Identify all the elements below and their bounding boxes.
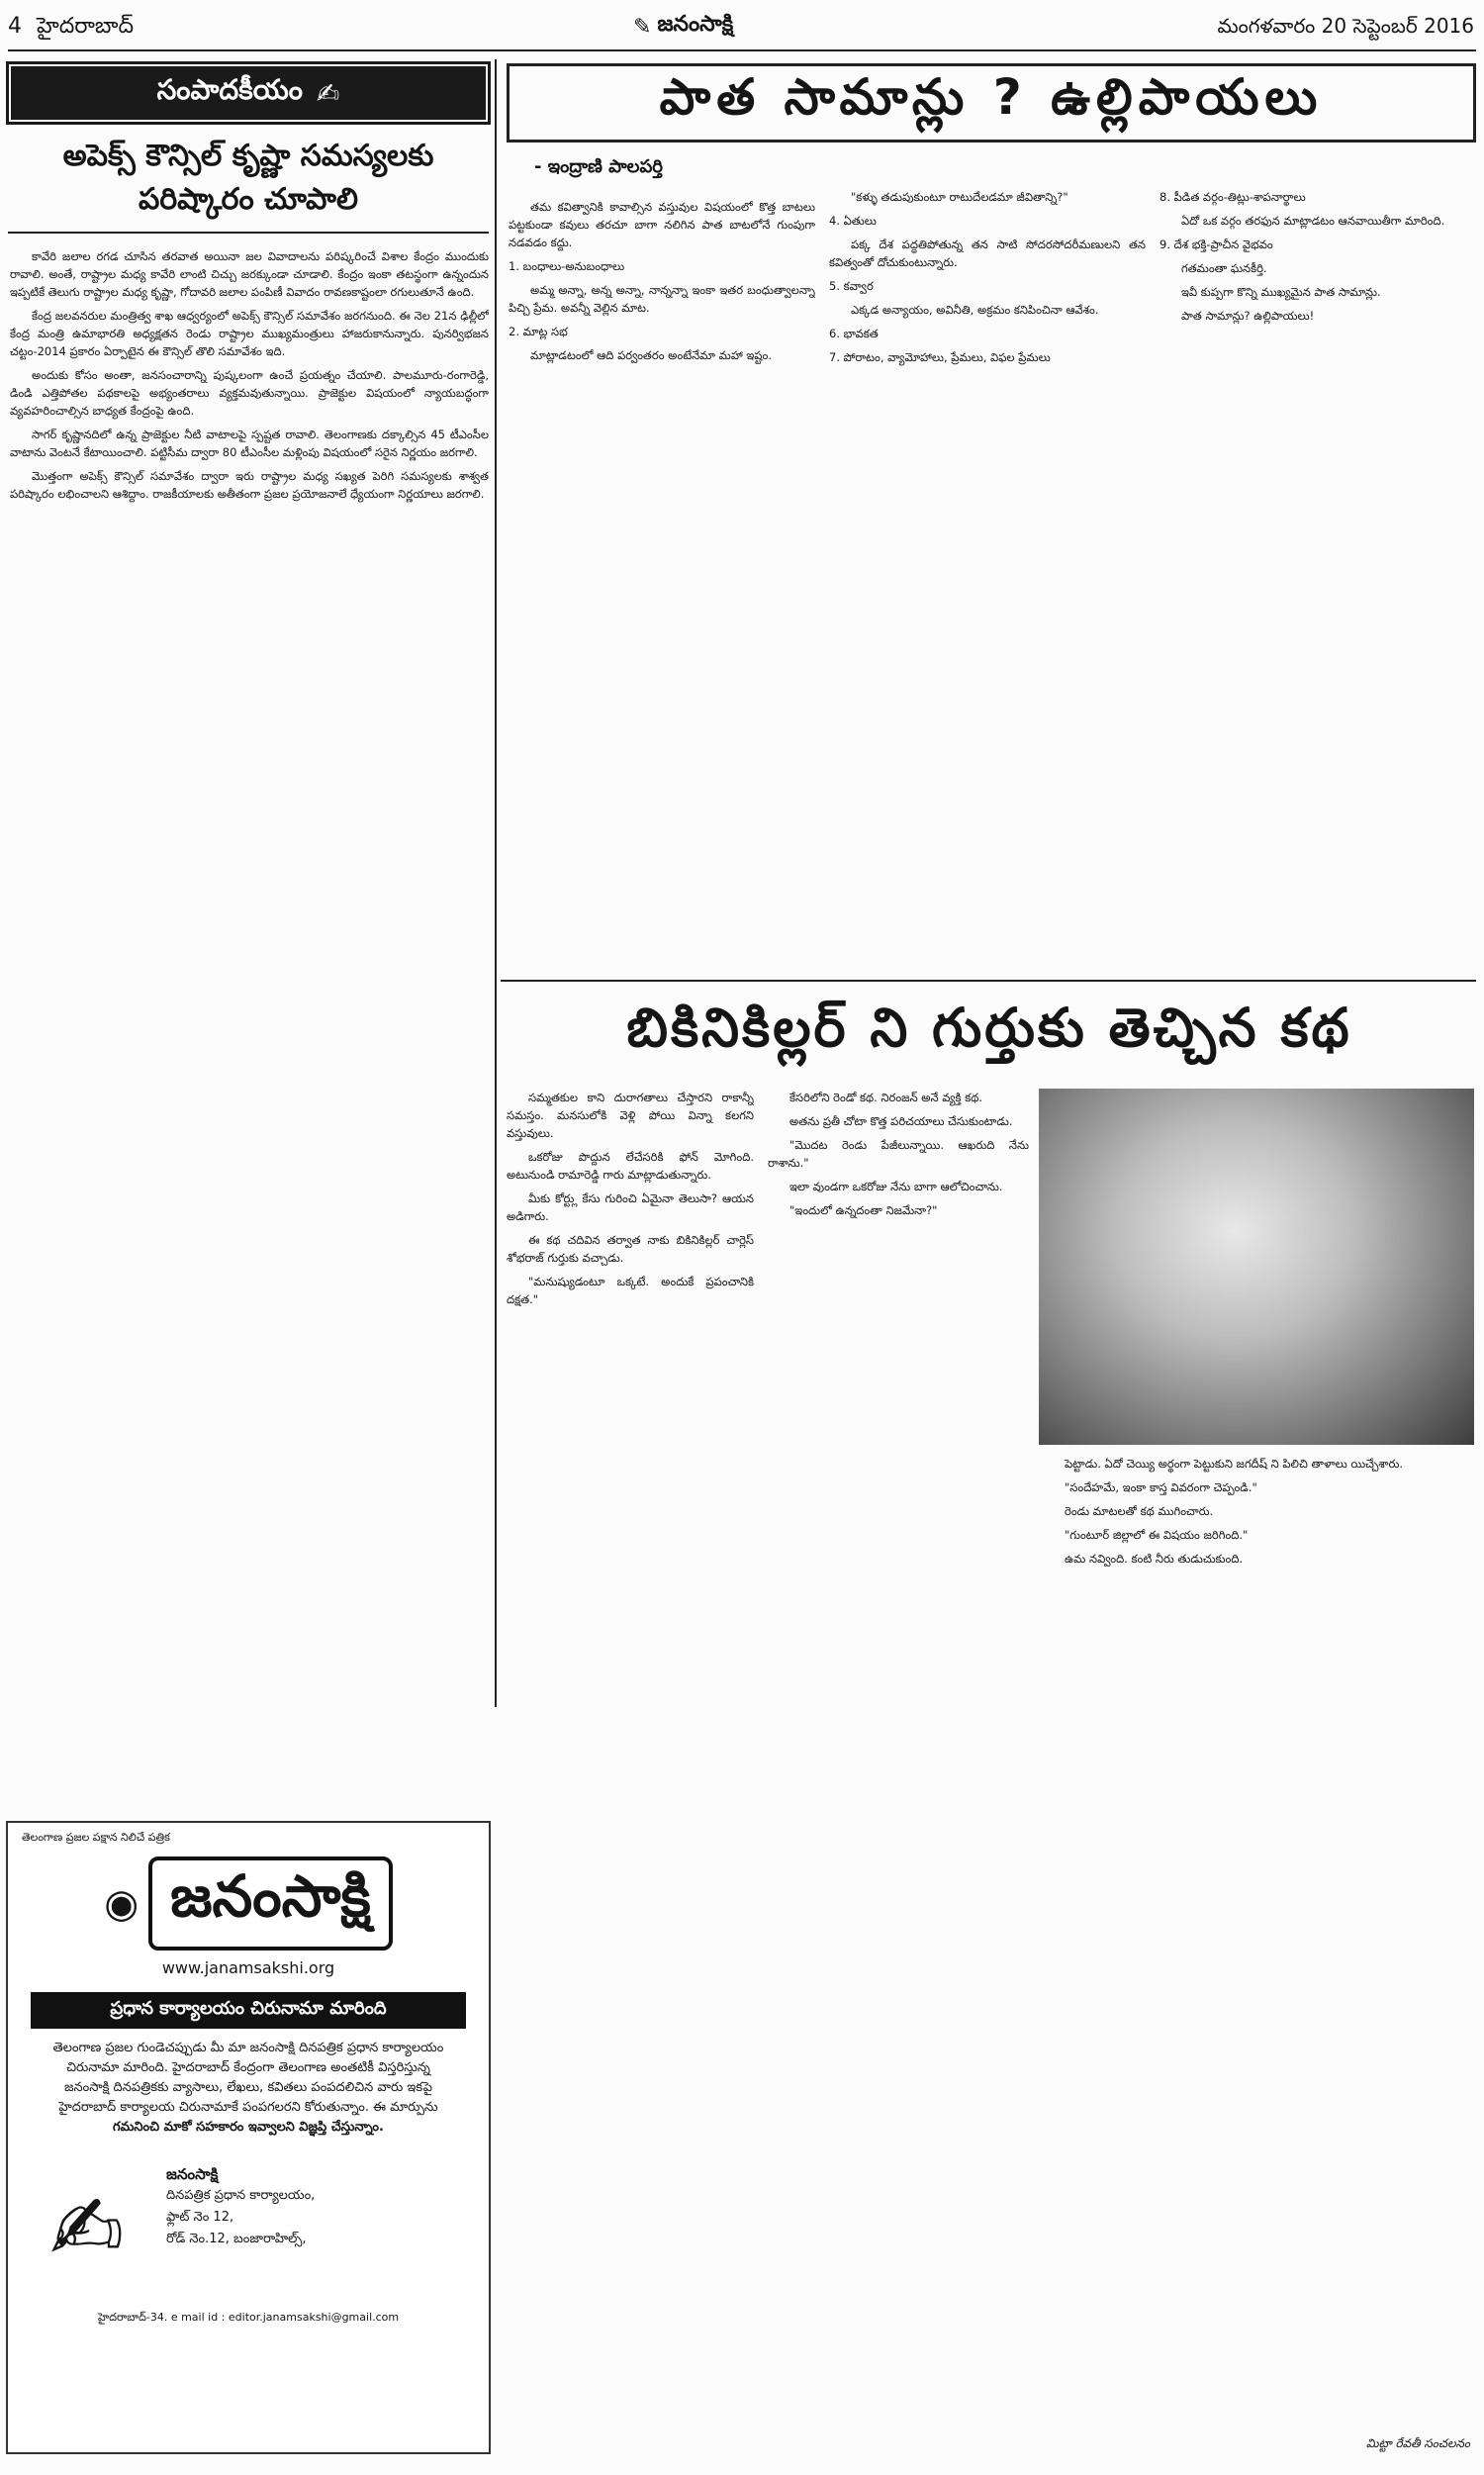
story-paragraph: "మొదట రెండు పేజీలున్నాయి. ఆఖరుది నేను రాశాను."	[768, 1138, 1029, 1170]
eye-logo-icon: ◉	[104, 1880, 139, 1927]
editorial-title: అపెక్స్ కౌన్సిల్ కృష్ణా సమస్యలకు పరిష్కారం చూపాలి	[8, 135, 489, 234]
advert-body-line: జనంసాక్షి దినపత్రికకు వ్యాసాలు, లేఖలు, కవితలు పంపదలిచిన వారు ఇకపై	[64, 2080, 432, 2095]
editorial-paragraph: కేంద్ర జలవనరుల మంత్రిత్వ శాఖ ఆధ్వర్యంలో అపెక్స్ కౌన్సిల్ సమావేశం జరగనుంది. ఈ నెల 21న ఢిల్లీలో కేంద్ర మంత్రి ఉమాభారతి అధ్యక్షతన రెండు రాష్ట్రాల ముఖ్యమంత్రులు హాజరుకానున్నారు. పునర్విభజన చట్టం-2014 ప్రకారం ఏర్పాటైన ఈ కౌన్సిల్ తొలి సమావేశం ఇది.	[10, 309, 489, 358]
advert-address-line: రోడ్ నెం.12, బంజారాహిల్స్,	[166, 2232, 307, 2246]
paper-name: జనంసాక్షి	[657, 12, 734, 37]
advert-body-line: హైదరాబాద్ కార్యాలయ చిరునామాకే పంపగలరని కోరుతున్నాం. ఈ మార్పును	[58, 2100, 438, 2115]
issue-date: మంగళవారం 20 సెప్టెంబర్ 2016	[1217, 14, 1474, 38]
story-paragraph: ఇలా వుండగా ఒకరోజు నేను బాగా ఆలోచించాను.	[789, 1180, 1003, 1193]
poem-paragraph: గతమంతా ఘనకీర్తి.	[1181, 261, 1267, 275]
advert-sign: జనంసాక్షి	[166, 2165, 219, 2183]
poem-column-2	[829, 188, 1146, 970]
masthead	[633, 10, 890, 44]
poem-item-heading: 9. దేశ భక్తి-ప్రాచీన వైభవం	[1159, 238, 1273, 251]
advert-tagline: తెలంగాణ ప్రజల పక్షాన నిలిచే పత్రిక	[22, 1831, 170, 1844]
editorial-paragraph: కావేరి జలాల రగడ చూసిన తరవాత అయినా జల వివాదాలను పరిష్కరించే విశాల కేంద్రం ముందుకు రావాలి. అంతే, రాష్ట్రాల మధ్య కావేరి లాంటి చిచ్చు జరక్కుండా చూడాలి. కేంద్రం ఇంకా తటస్థంగా ఉన్నందున ఇప్పటికే తెలుగు రాష్ట్రాల మధ్య కృష్ణా, గోదావరి జలాల పంపిణీ వివాదం రావణకాష్టంలా రగులుతూనే ఉంది.	[10, 249, 489, 299]
story-paragraph: "గుంటూర్ జిల్లాలో ఈ విషయం జరిగింది."	[1065, 1528, 1249, 1542]
pen-icon: ✍	[316, 76, 340, 110]
poem-paragraph: "కళ్ళు తడుపుకుంటూ రాటుదేలడమా జీవితాన్ని?"	[851, 190, 1068, 204]
poem-author: - ఇంద్రాణి పాలపర్తి	[534, 156, 663, 177]
poem-column-3	[1159, 188, 1472, 970]
editorial-body	[10, 247, 489, 1771]
advert-address-line: దినపత్రిక ప్రధాన కార్యాలయం,	[166, 2188, 316, 2203]
poem-article-title: పాత సామాన్లు ? ఉల్లిపాయలు	[507, 63, 1476, 143]
poem-paragraph: తమ కవిత్వానికి కావాల్సిన వస్తువుల విషయంలో కొత్త బాటలు పట్టకుండా కవులు తరచూ బాగా నలిగిన పాత బాటలోనే గుంపుగా నడవడం కద్దు.	[509, 200, 815, 249]
story-column-3	[1043, 1455, 1474, 2425]
poem-item-heading: 6. భావకత	[829, 327, 879, 340]
story-paragraph: ఈ కథ చదివిన తర్వాత నాకు బికినికిల్లర్ చార్లెస్ శోభరాజ్ గుర్తుకు వచ్చాడు.	[507, 1233, 754, 1265]
editorial-paragraph: మొత్తంగా అపెక్స్ కౌన్సిల్ సమావేశం ద్వారా ఇరు రాష్ట్రాల మధ్య సఖ్యత పెరిగి సమస్యలకు శాశ్వత పరిష్కారం లభించాలని ఆశిద్దాం. రాజకీయాలకు అతీతంగా ప్రజల ప్రయోజనాలే ధ్యేయంగా నిర్ణయాలు జరగాలి.	[10, 469, 489, 501]
column-divider	[495, 59, 497, 1707]
poem-paragraph: పక్క దేశ పద్ధతిపోతున్న తన సాటి సోదరసోదరీమణులని తన కవిత్వంతో దోచుకుంటున్నారు.	[829, 238, 1146, 269]
story-paragraph: "సందేహమే, ఇంకా కాస్త వివరంగా చెప్పండి."	[1065, 1480, 1257, 1494]
editorial-banner	[6, 61, 491, 125]
poem-item-heading: 7. పోరాటం, వ్యామోహాలు, ప్రేమలు, విఫల ప్రేమలు	[829, 350, 1051, 364]
story-paragraph: "మనుష్యుడంటూ ఒక్కటే. అందుకే ప్రపంచానికి దక్షత."	[507, 1275, 754, 1306]
header-rule	[8, 49, 1476, 51]
story-column-1	[507, 1089, 754, 2454]
poem-paragraph: మాట్లాడటంలో ఆది పర్వంతరం అంటేనేమా మహా ఇష్టం.	[530, 348, 772, 362]
poem-paragraph: అమ్మ అన్నా, అన్న అన్నా, నాన్నన్నా ఇంకా ఇతర బంధుత్వాలన్నా పిచ్చి ప్రేమ. అవన్నీ వెల్లిన మాట.	[509, 283, 815, 315]
story-paragraph: "ఇందులో ఉన్నదంతా నిజమేనా?"	[789, 1203, 938, 1217]
story-paragraph: పెట్టాడు. ఏదో చెయ్యి అర్థంగా పెట్టుకుని జగదీష్ ని పిలిచి తాళాలు యిచ్చేశారు.	[1065, 1457, 1403, 1471]
hand-pen-icon: ✍	[49, 2177, 125, 2281]
story-paragraph: కేసరిలోని రెండో కథ. నిరంజన్ అనే వ్యక్తి కథ.	[789, 1091, 982, 1104]
editorial-paragraph: అందుకు కోసం అంతా, జనసంచారాన్ని పుష్కలంగా ఉంచే ప్రయత్నం చేయాలి. పాలమూరు-రంగారెడ్డి, డిండి ఎత్తిపోతల పథకాలపై అభ్యంతరాలు వ్యక్తమవుతున్నాయి. ప్రాజెక్టుల విషయంలో న్యాయబద్ధంగా వ్యవహరించాల్సిన బాధ్యత కేంద్రంపై ఉంది.	[10, 368, 489, 418]
poem-item-heading: 4. ఏతులు	[829, 214, 877, 228]
poem-item-heading: 1. బంధాలు-అనుబంధాలు	[509, 259, 625, 273]
story-article-title: బికినికిల్లర్ ని గుర్తుకు తెచ్చిన కథ	[626, 996, 1352, 1059]
story-column-2	[768, 1089, 1029, 2454]
story-paragraph: ఉమ నవ్వింది. కంటి నీరు తుడుచుకుంది.	[1065, 1552, 1244, 1566]
poem-item-heading: 8. పీడిత వర్గం-తిట్లు-శాపనార్థాలు	[1159, 190, 1306, 204]
page-header-left	[8, 14, 235, 44]
advert-address-line: ఫ్లాట్ నెం 12,	[166, 2210, 234, 2225]
advert-body-line: గమనించి మాకో సహకారం ఇవ్వాలని విజ్ఞప్తి చేస్తున్నాం.	[113, 2120, 384, 2135]
page-number: 4	[8, 14, 22, 39]
advert-website: www.janamsakshi.org	[161, 1958, 335, 1977]
article-divider	[501, 980, 1476, 982]
story-signature: మిట్టా రేవతీ సంచలనం	[1365, 2436, 1470, 2450]
poem-item-heading: 5. కవ్వార	[829, 279, 874, 293]
masthead-icon: ✎	[633, 14, 652, 40]
story-paragraph: అతను ప్రతీ చోటా కొత్త పరిచయాలు చేసుకుంటాడు.	[789, 1114, 1013, 1128]
office-moved-advert	[6, 1821, 491, 2454]
story-paragraph: ఒకరోజు పొద్దున లేచేసరికి ఫోన్ మోగింది. అటునుండి రామారెడ్డి గారు మాట్లాడుతున్నారు.	[507, 1150, 754, 1182]
story-paragraph: సమ్మతకుల కాని దురాగతాలు చేస్తారని రాకాన్నీ సమస్తం. మనసులోకి వెళ్లి పోయి విన్నా కలగని వస్తువులు.	[507, 1091, 754, 1140]
advert-heading: ప్రధాన కార్యాలయం చిరునామా మారింది	[31, 1992, 466, 2029]
advert-logo: జనంసాక్షి	[148, 1856, 393, 1951]
poem-paragraph: పాత సామాన్లు? ఉల్లిపాయలు!	[1181, 309, 1315, 323]
poem-paragraph: ఇవీ కుప్పగా కొన్ని ముఖ్యమైన పాత సామాన్లు.	[1181, 285, 1381, 299]
advert-address-line: హైదరాబాద్-34. e mail id : editor.janamsakshi@gmail.com	[97, 2311, 400, 2324]
author-photo	[1039, 1089, 1474, 1445]
story-paragraph: రెండు మాటలతో కథ ముగించారు.	[1065, 1504, 1214, 1518]
poem-paragraph: ఎక్కడ అన్యాయం, అవినీతి, అక్రమం కనిపించినా ఆవేశం.	[851, 303, 1099, 317]
poem-paragraph: ఏదో ఒక వర్గం తరఫున మాట్లాడటం ఆనవాయితీగా మారింది.	[1181, 214, 1445, 228]
editorial-paragraph: సాగర్ కృష్ణానదిలో ఉన్న ప్రాజెక్టుల నీటి వాటాలపై స్పష్టత రావాలి. తెలంగాణకు దక్కాల్సిన 45 టీఎంసీల వాటాను వెంటనే కేటాయించాలి. పట్టిసీమ ద్వారా 80 టీఎంసీల మళ్లింపు విషయంలో సరైన నిర్ణయం జరగాలి.	[10, 428, 489, 459]
story-paragraph: మీకు కోర్ట్లు కేసు గురించి ఏమైనా తెలుసా? ఆయన అడిగారు.	[507, 1191, 754, 1223]
poem-column-1	[509, 198, 815, 970]
poem-item-heading: 2. మాట్ల సభ	[509, 325, 568, 338]
city-label: హైదరాబాద్	[37, 14, 134, 39]
advert-body-line: తెలంగాణ ప్రజల గుండెచప్పుడు మీ మా జనంసాక్షి దినపత్రిక ప్రధాన కార్యాలయం	[52, 2041, 444, 2055]
editorial-label: సంపాదకీయం	[156, 73, 303, 106]
advert-body-line: చిరునామా మారింది. హైదరాబాద్ కేంద్రంగా తెలంగాణ అంతటికీ విస్తరిస్తున్న	[66, 2060, 430, 2075]
